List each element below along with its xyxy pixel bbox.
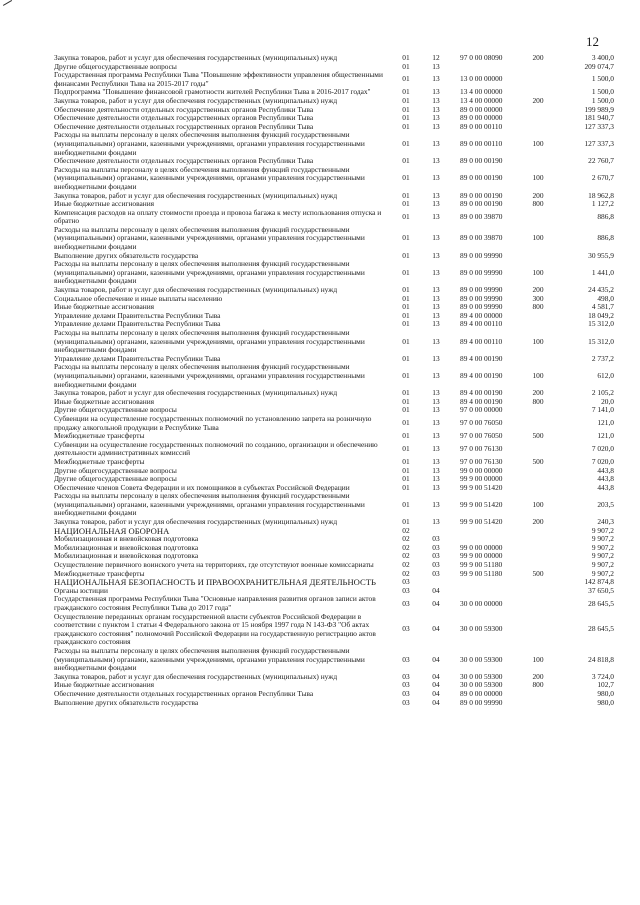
target-article-code: 97 0 00 08090 bbox=[460, 53, 503, 62]
row-description: Закупка товаров, работ и услуг для обеспечения государственных (муниципальных) нужд bbox=[54, 671, 338, 681]
amount: 498,0 bbox=[597, 293, 614, 303]
section-code: 03 bbox=[402, 624, 410, 634]
section-code: 01 bbox=[402, 517, 410, 527]
target-article-code: 13 4 00 00000 bbox=[460, 87, 503, 97]
section-code: 01 bbox=[402, 211, 410, 221]
target-article-code: 99 0 00 00000 bbox=[460, 465, 503, 475]
subsection-code: 13 bbox=[432, 293, 440, 303]
section-code: 01 bbox=[402, 482, 410, 492]
section-code: 01 bbox=[402, 285, 410, 295]
table-row bbox=[54, 363, 614, 389]
row-description: Иные бюджетные ассигнования bbox=[54, 680, 155, 690]
section-code: 01 bbox=[402, 87, 410, 97]
section-code: 01 bbox=[402, 156, 410, 166]
section-code: 01 bbox=[402, 456, 410, 466]
target-article-code: 89 0 00 99990 bbox=[460, 293, 503, 303]
target-article-code: 97 0 00 00000 bbox=[460, 405, 503, 415]
page-number: 12 bbox=[586, 34, 599, 49]
section-code: 01 bbox=[402, 465, 410, 475]
subsection-code: 13 bbox=[432, 74, 440, 84]
row-description: Обеспечение деятельности отдельных государственных органов Республики Тыва bbox=[54, 113, 314, 123]
section-code: 01 bbox=[402, 190, 410, 200]
expense-type-code: 100 bbox=[532, 138, 544, 148]
section-code: 01 bbox=[402, 431, 410, 441]
amount: 28 645,5 bbox=[588, 598, 614, 608]
amount: 18 049,2 bbox=[588, 310, 614, 320]
amount: 121,0 bbox=[597, 431, 614, 441]
row-description: Государственная программа Республики Тыва "Повышение эффективности управления общественными финансами Республики Тыва на 2015-2017 годы" bbox=[54, 70, 383, 88]
amount: 443,8 bbox=[597, 482, 614, 492]
table-row bbox=[54, 329, 614, 355]
target-article-code: 89 0 00 39870 bbox=[460, 211, 503, 221]
expense-type-code: 200 bbox=[532, 190, 544, 200]
target-article-code: 89 0 00 99990 bbox=[460, 267, 503, 277]
target-article-code: 89 4 00 00110 bbox=[460, 319, 503, 329]
section-code: 01 bbox=[402, 104, 410, 114]
subsection-code: 13 bbox=[432, 233, 440, 243]
expense-type-code: 200 bbox=[532, 388, 544, 398]
section-code: 01 bbox=[402, 61, 410, 71]
section-code: 02 bbox=[402, 568, 410, 578]
expense-type-code: 200 bbox=[532, 95, 544, 105]
amount: 37 650,5 bbox=[588, 585, 614, 595]
expense-type-code: 500 bbox=[532, 456, 544, 466]
expense-type-code: 800 bbox=[532, 680, 544, 690]
target-article-code: 89 0 00 00190 bbox=[460, 156, 503, 166]
row-description: Расходы на выплаты персоналу в целях обеспечения выполнения функций государственными (муниципальными) органами, казенными учреждениями, органами управления государственными внебюджетными фондами bbox=[54, 164, 365, 191]
section-code: 02 bbox=[402, 525, 410, 535]
table-row bbox=[54, 699, 614, 708]
table-row bbox=[54, 226, 614, 252]
target-article-code: 89 0 00 00190 bbox=[460, 190, 503, 200]
subsection-code: 13 bbox=[432, 418, 440, 428]
section-code: 01 bbox=[402, 233, 410, 243]
amount: 203,5 bbox=[597, 499, 614, 509]
subsection-code: 13 bbox=[432, 474, 440, 484]
target-article-code: 89 0 00 00110 bbox=[460, 121, 503, 131]
target-article-code: 97 0 00 76130 bbox=[460, 456, 503, 466]
target-article-code: 89 0 00 00000 bbox=[460, 688, 503, 698]
amount: 1 127,2 bbox=[591, 199, 614, 209]
target-article-code: 30 0 00 59300 bbox=[460, 654, 503, 664]
target-article-code: 89 4 00 00000 bbox=[460, 310, 503, 320]
row-description: Осуществление первичного воинского учета на территориях, где отсутствуют военные комиссариаты bbox=[54, 560, 374, 570]
section-code: 03 bbox=[402, 697, 410, 707]
target-article-code: 97 0 00 76050 bbox=[460, 431, 503, 441]
table-row bbox=[54, 595, 614, 612]
target-article-code: 99 0 00 00000 bbox=[460, 542, 503, 552]
table-row bbox=[54, 166, 614, 192]
subsection-code: 13 bbox=[432, 302, 440, 312]
target-article-code: 30 0 00 00000 bbox=[460, 598, 503, 608]
table-row bbox=[54, 492, 614, 518]
subsection-code: 13 bbox=[432, 517, 440, 527]
row-description: НАЦИОНАЛЬНАЯ ОБОРОНА bbox=[54, 525, 170, 536]
table-row bbox=[54, 613, 614, 647]
row-description: Социальное обеспечение и иные выплаты населению bbox=[54, 293, 223, 303]
section-code: 01 bbox=[402, 396, 410, 406]
row-description: Субвенции на осуществление государственных полномочий по установлению запрета на розничную продажу алкогольной продукции в Республике Тыва bbox=[54, 413, 372, 432]
section-code: 01 bbox=[402, 199, 410, 209]
amount: 612,0 bbox=[597, 370, 614, 380]
amount: 4 581,7 bbox=[591, 302, 614, 312]
expense-type-code: 100 bbox=[532, 233, 544, 243]
target-article-code: 97 0 00 76050 bbox=[460, 418, 503, 428]
expense-type-code: 800 bbox=[532, 396, 544, 406]
expense-type-code: 500 bbox=[532, 431, 544, 441]
section-code: 01 bbox=[402, 250, 410, 260]
subsection-code: 13 bbox=[432, 353, 440, 363]
section-code: 02 bbox=[402, 534, 410, 544]
budget-table bbox=[54, 54, 614, 707]
subsection-code: 13 bbox=[432, 104, 440, 114]
row-description: Расходы на выплаты персоналу в целях обеспечения выполнения функций государственными (муниципальными) органами, казенными учреждениями, органами управления государственными внебюджетными фондами bbox=[54, 224, 365, 252]
target-article-code: 13 4 00 00000 bbox=[460, 95, 503, 105]
target-article-code: 99 9 00 51420 bbox=[460, 482, 503, 492]
subsection-code: 13 bbox=[432, 173, 440, 183]
amount: 121,0 bbox=[597, 418, 614, 428]
row-description: Межбюджетные трансферты bbox=[54, 568, 145, 578]
amount: 2 670,7 bbox=[591, 173, 614, 183]
target-article-code: 30 0 00 59300 bbox=[460, 680, 503, 690]
subsection-code: 03 bbox=[432, 542, 440, 552]
row-description: Закупка товаров, работ и услуг для обеспечения государственных (муниципальных) нужд bbox=[54, 190, 338, 200]
section-code: 01 bbox=[402, 418, 410, 428]
row-description: Управление делами Правительства Республики Тыва bbox=[54, 310, 221, 320]
section-code: 02 bbox=[402, 551, 410, 561]
subsection-code: 13 bbox=[432, 336, 440, 346]
amount: 30 955,9 bbox=[588, 250, 614, 260]
amount: 9 907,2 bbox=[591, 568, 614, 578]
subsection-code: 04 bbox=[432, 688, 440, 698]
row-description: Обеспечение деятельности отдельных государственных органов Республики Тыва bbox=[54, 121, 314, 131]
subsection-code: 13 bbox=[432, 138, 440, 148]
expense-type-code: 200 bbox=[532, 517, 544, 527]
section-code: 01 bbox=[402, 267, 410, 277]
row-description: Управление делами Правительства Республики Тыва bbox=[54, 319, 221, 329]
subsection-code: 04 bbox=[432, 671, 440, 681]
subsection-code: 13 bbox=[432, 95, 440, 105]
section-code: 01 bbox=[402, 336, 410, 346]
table-row bbox=[54, 647, 614, 673]
subsection-code: 13 bbox=[432, 444, 440, 454]
row-description: Обеспечение деятельности отдельных государственных органов Республики Тыва bbox=[54, 104, 314, 114]
amount: 1 441,0 bbox=[591, 267, 614, 277]
subsection-code: 13 bbox=[432, 405, 440, 415]
target-article-code: 89 0 00 99990 bbox=[460, 250, 503, 260]
amount: 3 400,0 bbox=[591, 53, 614, 62]
subsection-code: 13 bbox=[432, 285, 440, 295]
target-article-code: 89 4 00 00190 bbox=[460, 388, 503, 398]
subsection-code: 04 bbox=[432, 680, 440, 690]
amount: 181 940,7 bbox=[584, 113, 614, 123]
section-code: 03 bbox=[402, 688, 410, 698]
row-description: Расходы на выплаты персоналу в целях обеспечения выполнения функций государственными (муниципальными) органами, казенными учреждениями, органами управления государственными внебюджетными фондами bbox=[54, 130, 365, 157]
amount: 9 907,2 bbox=[591, 551, 614, 561]
row-description: Расходы на выплаты персоналу в целях обеспечения выполнения функций государственными (муниципальными) органами, казенными учреждениями, органами управления государственными внебюджетными фондами bbox=[54, 645, 365, 673]
section-code: 02 bbox=[402, 560, 410, 570]
target-article-code: 30 0 00 59300 bbox=[460, 671, 503, 681]
row-description: Другие общегосударственные вопросы bbox=[54, 61, 177, 71]
expense-type-code: 800 bbox=[532, 199, 544, 209]
target-article-code: 99 9 00 00000 bbox=[460, 474, 503, 484]
section-code: 03 bbox=[402, 671, 410, 681]
subsection-code: 04 bbox=[432, 598, 440, 608]
row-description: Субвенции на осуществление государственных полномочий по созданию, организации и обеспечению деятельности административных комиссий bbox=[54, 439, 378, 458]
amount: 9 907,2 bbox=[591, 525, 614, 535]
row-description: Органы юстиции bbox=[54, 585, 108, 595]
table-row bbox=[54, 71, 614, 88]
row-description: Мобилизационная и вневойсковая подготовка bbox=[54, 542, 199, 552]
expense-type-code: 500 bbox=[532, 568, 544, 578]
target-article-code: 89 0 00 00190 bbox=[460, 173, 503, 183]
expense-type-code: 100 bbox=[532, 499, 544, 509]
amount: 28 645,5 bbox=[588, 624, 614, 634]
row-description: Государственная программа Республики Тыва "Основные направления развития органов записи актов гражданского состояния Республики Тыва до 2017 года" bbox=[54, 594, 376, 612]
section-code: 03 bbox=[402, 654, 410, 664]
amount: 7 020,0 bbox=[591, 444, 614, 454]
section-code: 03 bbox=[402, 577, 410, 587]
row-description: Расходы на выплаты персоналу в целях обеспечения выполнения функций государственными (муниципальными) органами, казенными учреждениями, органами управления государственными внебюджетными фондами bbox=[54, 491, 365, 518]
amount: 20,0 bbox=[601, 396, 614, 406]
amount: 24 435,2 bbox=[588, 285, 614, 295]
table-row bbox=[54, 131, 614, 157]
subsection-code: 13 bbox=[432, 121, 440, 131]
target-article-code: 97 0 00 76130 bbox=[460, 444, 503, 454]
subsection-code: 13 bbox=[432, 267, 440, 277]
row-description: Мобилизационная и вневойсковая подготовка bbox=[54, 551, 199, 561]
target-article-code: 99 9 00 51420 bbox=[460, 517, 503, 527]
subsection-code: 13 bbox=[432, 319, 440, 329]
row-description: Обеспечение членов Совета Федерации и их помощников в субъектах Российской Федерации bbox=[54, 482, 350, 492]
subsection-code: 13 bbox=[432, 465, 440, 475]
subsection-code: 12 bbox=[432, 53, 440, 62]
row-description: Мобилизационная и вневойсковая подготовка bbox=[54, 534, 199, 544]
amount: 209 074,7 bbox=[584, 61, 614, 71]
target-article-code: 89 4 00 00190 bbox=[460, 353, 503, 363]
target-article-code: 99 9 00 51180 bbox=[460, 560, 503, 570]
amount: 2 737,2 bbox=[591, 353, 614, 363]
subsection-code: 04 bbox=[432, 624, 440, 634]
amount: 127 337,3 bbox=[584, 138, 614, 148]
row-description: Расходы на выплаты персоналу в целях обеспечения выполнения функций государственными (муниципальными) органами, казенными учреждениями, органами управления государственными внебюджетными фондами bbox=[54, 328, 365, 355]
row-description: Управление делами Правительства Республики Тыва bbox=[54, 353, 221, 363]
target-article-code: 99 9 00 00000 bbox=[460, 551, 503, 561]
subsection-code: 13 bbox=[432, 431, 440, 441]
row-description: Другие общегосударственные вопросы bbox=[54, 405, 177, 415]
row-description: Компенсация расходов на оплату стоимости проезда и провоза багажа к месту использования отпуска и обратно bbox=[54, 207, 382, 226]
amount: 9 907,2 bbox=[591, 542, 614, 552]
expense-type-code: 200 bbox=[532, 671, 544, 681]
subsection-code: 03 bbox=[432, 560, 440, 570]
section-code: 03 bbox=[402, 680, 410, 690]
table-row bbox=[54, 578, 614, 587]
subsection-code: 13 bbox=[432, 456, 440, 466]
subsection-code: 04 bbox=[432, 585, 440, 595]
subsection-code: 13 bbox=[432, 250, 440, 260]
section-code: 01 bbox=[402, 302, 410, 312]
amount: 199 989,9 bbox=[584, 104, 614, 114]
row-description: Межбюджетные трансферты bbox=[54, 431, 145, 441]
subsection-code: 13 bbox=[432, 396, 440, 406]
section-code: 01 bbox=[402, 474, 410, 484]
table-row bbox=[54, 209, 614, 226]
subsection-code: 13 bbox=[432, 199, 440, 209]
amount: 102,7 bbox=[597, 680, 614, 690]
section-code: 01 bbox=[402, 353, 410, 363]
section-code: 02 bbox=[402, 542, 410, 552]
row-description: Закупка товаров, работ и услуг для обеспечения государственных (муниципальных) нужд bbox=[54, 95, 338, 105]
amount: 1 500,0 bbox=[591, 74, 614, 84]
subsection-code: 03 bbox=[432, 568, 440, 578]
target-article-code: 89 4 00 00190 bbox=[460, 396, 503, 406]
amount: 18 962,8 bbox=[588, 190, 614, 200]
amount: 24 818,8 bbox=[588, 654, 614, 664]
amount: 142 874,8 bbox=[584, 577, 614, 587]
target-article-code: 89 4 00 00190 bbox=[460, 370, 503, 380]
amount: 980,0 bbox=[597, 688, 614, 698]
row-description: Закупка товаров, работ и услуг для обеспечения государственных (муниципальных) нужд bbox=[54, 517, 338, 527]
row-description: Другие общегосударственные вопросы bbox=[54, 465, 177, 475]
amount: 22 760,7 bbox=[588, 156, 614, 166]
amount: 1 500,0 bbox=[591, 87, 614, 97]
section-code: 01 bbox=[402, 173, 410, 183]
row-description: Осуществление переданных органам государственной власти субъектов Российской Федерации в соответствии с пунктом 1 статьи 4 Федерального закона от 15 ноября 1997 года N 143-ФЗ "Об актах гражданского состояния" полномочий Российской Федерации на государственную регистрацию актов гражданского состояния bbox=[54, 611, 376, 647]
amount: 7 020,0 bbox=[591, 456, 614, 466]
section-code: 01 bbox=[402, 388, 410, 398]
section-code: 01 bbox=[402, 310, 410, 320]
target-article-code: 89 0 00 99990 bbox=[460, 302, 503, 312]
subsection-code: 13 bbox=[432, 87, 440, 97]
subsection-code: 13 bbox=[432, 370, 440, 380]
row-description: Расходы на выплаты персоналу в целях обеспечения выполнения функций государственными (муниципальными) органами, казенными учреждениями, органами управления государственными внебюджетными фондами bbox=[54, 362, 365, 389]
target-article-code: 89 0 00 00000 bbox=[460, 113, 503, 123]
amount: 2 105,2 bbox=[591, 388, 614, 398]
section-code: 01 bbox=[402, 53, 410, 62]
target-article-code: 89 0 00 00110 bbox=[460, 138, 503, 148]
section-code: 01 bbox=[402, 138, 410, 148]
expense-type-code: 800 bbox=[532, 302, 544, 312]
row-description: Иные бюджетные ассигнования bbox=[54, 199, 155, 209]
expense-type-code: 100 bbox=[532, 336, 544, 346]
amount: 15 312,0 bbox=[588, 319, 614, 329]
row-description: Межбюджетные трансферты bbox=[54, 456, 145, 466]
target-article-code: 89 0 00 00190 bbox=[460, 199, 503, 209]
section-code: 01 bbox=[402, 121, 410, 131]
section-code: 01 bbox=[402, 405, 410, 415]
row-description: НАЦИОНАЛЬНАЯ БЕЗОПАСНОСТЬ И ПРАВООХРАНИТЕЛЬНАЯ ДЕЯТЕЛЬНОСТЬ bbox=[54, 577, 376, 588]
amount: 9 907,2 bbox=[591, 534, 614, 544]
amount: 886,8 bbox=[597, 211, 614, 221]
amount: 886,8 bbox=[597, 233, 614, 243]
section-code: 01 bbox=[402, 319, 410, 329]
target-article-code: 89 4 00 00110 bbox=[460, 336, 503, 346]
section-code: 01 bbox=[402, 74, 410, 84]
section-code: 01 bbox=[402, 499, 410, 509]
target-article-code: 89 0 00 99990 bbox=[460, 697, 503, 707]
subsection-code: 13 bbox=[432, 211, 440, 221]
row-description: Иные бюджетные ассигнования bbox=[54, 302, 155, 312]
subsection-code: 13 bbox=[432, 156, 440, 166]
subsection-code: 04 bbox=[432, 697, 440, 707]
target-article-code: 99 9 00 51180 bbox=[460, 568, 503, 578]
section-code: 01 bbox=[402, 370, 410, 380]
row-description: Закупка товаров, работ и услуг для обеспечения государственных (муниципальных) нужд bbox=[54, 285, 338, 295]
target-article-code: 89 0 00 39870 bbox=[460, 233, 503, 243]
expense-type-code: 100 bbox=[532, 370, 544, 380]
amount: 1 500,0 bbox=[591, 95, 614, 105]
row-description: Закупка товаров, работ и услуг для обеспечения государственных (муниципальных) нужд bbox=[54, 388, 338, 398]
expense-type-code: 200 bbox=[532, 285, 544, 295]
section-code: 03 bbox=[402, 585, 410, 595]
row-description: Другие общегосударственные вопросы bbox=[54, 474, 177, 484]
expense-type-code: 100 bbox=[532, 267, 544, 277]
subsection-code: 03 bbox=[432, 551, 440, 561]
section-code: 01 bbox=[402, 95, 410, 105]
subsection-code: 13 bbox=[432, 113, 440, 123]
page-corner-mark bbox=[3, 0, 15, 11]
amount: 9 907,2 bbox=[591, 560, 614, 570]
section-code: 01 bbox=[402, 444, 410, 454]
section-code: 01 bbox=[402, 293, 410, 303]
expense-type-code: 200 bbox=[532, 53, 544, 62]
expense-type-code: 100 bbox=[532, 654, 544, 664]
amount: 980,0 bbox=[597, 697, 614, 707]
target-article-code: 30 0 00 59300 bbox=[460, 624, 503, 634]
subsection-code: 13 bbox=[432, 61, 440, 71]
row-description: Закупка товаров, работ и услуг для обеспечения государственных (муниципальных) нужд bbox=[54, 53, 338, 62]
row-description: Выполнение других обязательств государства bbox=[54, 697, 199, 707]
subsection-code: 13 bbox=[432, 499, 440, 509]
amount: 15 312,0 bbox=[588, 336, 614, 346]
row-description: Подпрограмма "Повышение финансовой грамотности жителей Республики Тыва в 2016-2017 годах" bbox=[54, 87, 371, 97]
subsection-code: 13 bbox=[432, 482, 440, 492]
target-article-code: 89 0 00 00000 bbox=[460, 104, 503, 114]
expense-type-code: 300 bbox=[532, 293, 544, 303]
section-code: 03 bbox=[402, 598, 410, 608]
table-row bbox=[54, 415, 614, 432]
target-article-code: 89 0 00 99990 bbox=[460, 285, 503, 295]
table-row bbox=[54, 260, 614, 286]
amount: 127 337,3 bbox=[584, 121, 614, 131]
row-description: Обеспечение деятельности отдельных государственных органов Республики Тыва bbox=[54, 156, 314, 166]
target-article-code: 13 0 00 00000 bbox=[460, 74, 503, 84]
amount: 443,8 bbox=[597, 474, 614, 484]
row-description: Иные бюджетные ассигнования bbox=[54, 396, 155, 406]
target-article-code: 99 9 00 51420 bbox=[460, 499, 503, 509]
amount: 443,8 bbox=[597, 465, 614, 475]
row-description: Обеспечение деятельности отдельных государственных органов Республики Тыва bbox=[54, 688, 314, 698]
subsection-code: 13 bbox=[432, 190, 440, 200]
subsection-code: 04 bbox=[432, 654, 440, 664]
subsection-code: 13 bbox=[432, 388, 440, 398]
amount: 240,3 bbox=[597, 517, 614, 527]
row-description: Выполнение других обязательств государства bbox=[54, 250, 199, 260]
subsection-code: 13 bbox=[432, 310, 440, 320]
row-description: Расходы на выплаты персоналу в целях обеспечения выполнения функций государственными (муниципальными) органами, казенными учреждениями, органами управления государственными внебюджетными фондами bbox=[54, 259, 365, 286]
subsection-code: 03 bbox=[432, 534, 440, 544]
amount: 7 141,0 bbox=[591, 405, 614, 415]
amount: 3 724,0 bbox=[591, 671, 614, 681]
section-code: 01 bbox=[402, 113, 410, 123]
table-row bbox=[54, 441, 614, 458]
expense-type-code: 100 bbox=[532, 173, 544, 183]
